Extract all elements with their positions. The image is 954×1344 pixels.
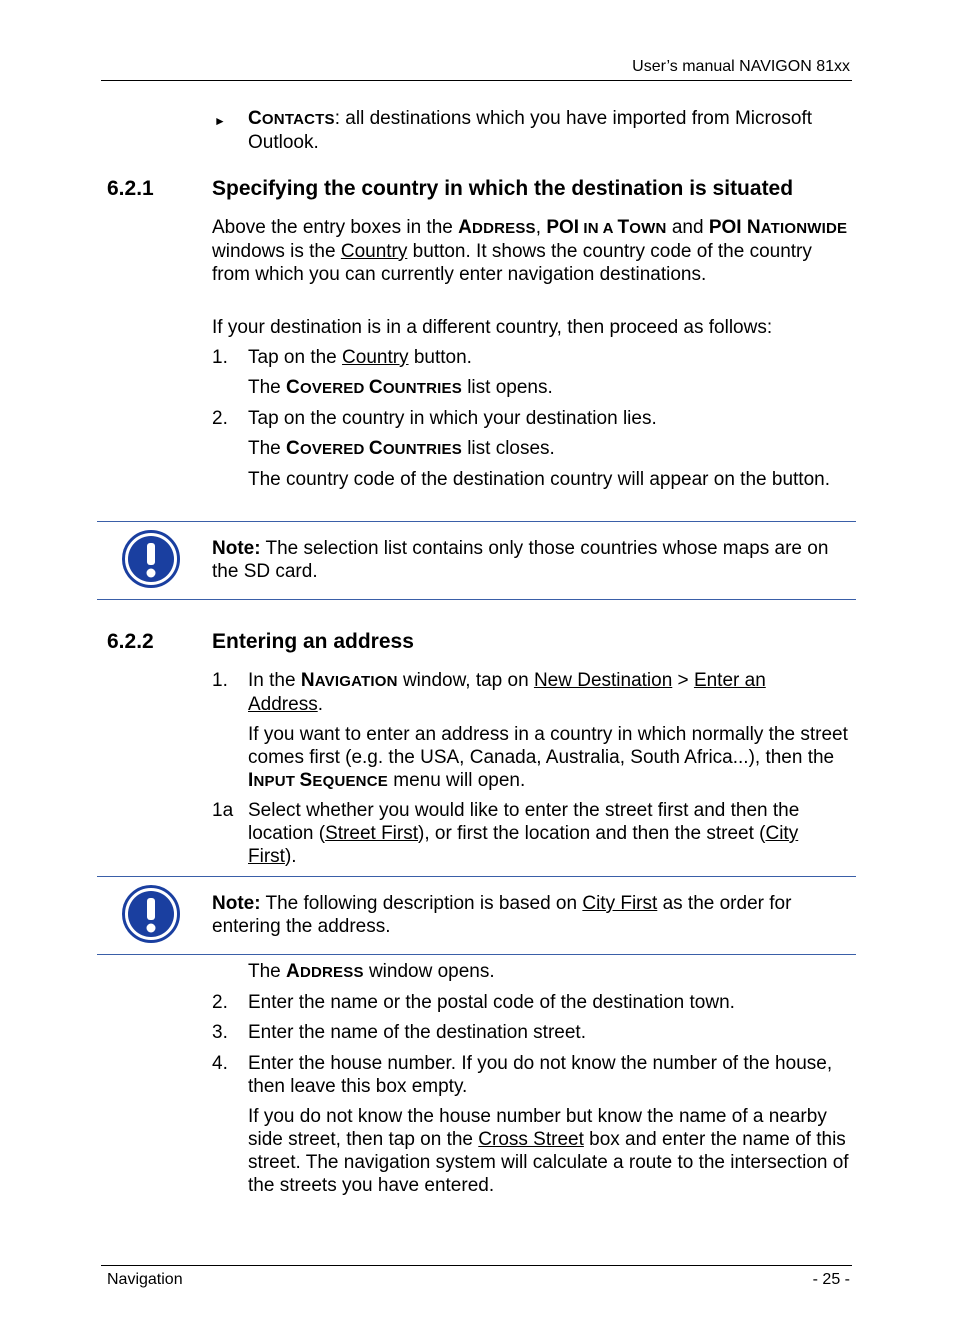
step-tap-country: Tap on the Country button. — [248, 347, 472, 368]
paragraph-country-intro: Above the entry boxes in the ADDRESS, POI IN A TOWN and POI NATIONWIDE windows is the Country button. It shows the country code of the country from which you can currently enter navigation destinations. — [212, 217, 848, 285]
running-header: User’s manual NAVIGON 81xx — [632, 58, 850, 75]
enter-address-link[interactable]: Enter an — [693, 670, 766, 691]
step-number: 2. — [212, 408, 228, 429]
note-text: Note: The selection list contains only those countries whose maps are on the SD card. — [212, 538, 829, 582]
section-title: Entering an address — [212, 630, 414, 653]
step-enter-house-number: Enter the house number. If you do not know the number of the house, then leave this box empty. — [248, 1053, 833, 1097]
step-number: 2. — [212, 992, 228, 1013]
step-input-sequence: If you want to enter an address in a country in which normally the street comes first (e.g. the USA, Canada, Australia, South Africa...), then the INPUT SEQUENCE menu will open. — [248, 724, 848, 791]
cross-street-link[interactable]: Cross Street — [478, 1129, 584, 1150]
enter-address-link[interactable]: Address — [248, 694, 318, 715]
step-number: 1. — [212, 670, 228, 691]
section-number: 6.2.1 — [107, 177, 154, 200]
header-rule — [101, 80, 852, 81]
step-enter-town: Enter the name or the postal code of the destination town. — [248, 992, 735, 1013]
step-enter-street: Enter the name of the destination street. — [248, 1022, 586, 1043]
section-number: 6.2.2 — [107, 630, 154, 653]
paragraph-cross-street: If you do not know the house number but know the name of a nearby side street, then tap on the Cross Street box and enter the name of this street. The navigation system will calculate a route to the intersection of the streets you have entered. — [248, 1106, 849, 1196]
bullet-contacts: CONTACTS: all destinations which you have imported from Microsoft Outlook. — [248, 108, 813, 153]
step-result-opens: The COVERED COUNTRIES list opens. — [248, 377, 553, 398]
footer-rule — [101, 1265, 852, 1266]
city-first-link[interactable]: First — [248, 846, 285, 867]
paragraph-proceed: If your destination is in a different country, then proceed as follows: — [212, 317, 773, 338]
step-number: 3. — [212, 1022, 228, 1043]
country-link[interactable]: Country — [340, 241, 408, 262]
exclamation-icon — [122, 885, 180, 943]
country-button-link[interactable]: Country — [342, 347, 409, 368]
step-address-opens: The ADDRESS window opens. — [248, 961, 495, 982]
step-number: 4. — [212, 1053, 228, 1074]
step-number: 1a — [212, 800, 234, 821]
step-tap-destination: Tap on the country in which your destination lies. — [248, 408, 657, 429]
step-number: 1. — [212, 347, 228, 368]
bullet-marker-icon: ► — [214, 114, 226, 128]
page-number: - 25 - — [812, 1271, 850, 1288]
section-title: Specifying the country in which the destination is situated — [212, 177, 794, 200]
street-first-link[interactable]: Street First — [325, 823, 419, 844]
exclamation-icon — [122, 530, 180, 588]
city-first-link[interactable]: City — [765, 823, 799, 844]
note-text: Note: The following description is based on City First as the order for entering the address. — [212, 893, 792, 937]
footer-chapter: Navigation — [107, 1271, 183, 1288]
city-first-link[interactable]: City First — [582, 893, 658, 914]
contacts-term: CONTACTS — [248, 108, 335, 129]
step-order-select: Select whether you would like to enter the street first and then the location (Street First), or first the location and then the street (City First). — [248, 800, 800, 867]
step-navigation-window: In the NAVIGATION window, tap on New Destination > Enter an Address. — [248, 670, 766, 715]
step-result-code: The country code of the destination country will appear on the button. — [248, 469, 830, 490]
new-destination-link[interactable]: New Destination — [533, 670, 673, 691]
step-result-closes: The COVERED COUNTRIES list closes. — [248, 438, 555, 459]
